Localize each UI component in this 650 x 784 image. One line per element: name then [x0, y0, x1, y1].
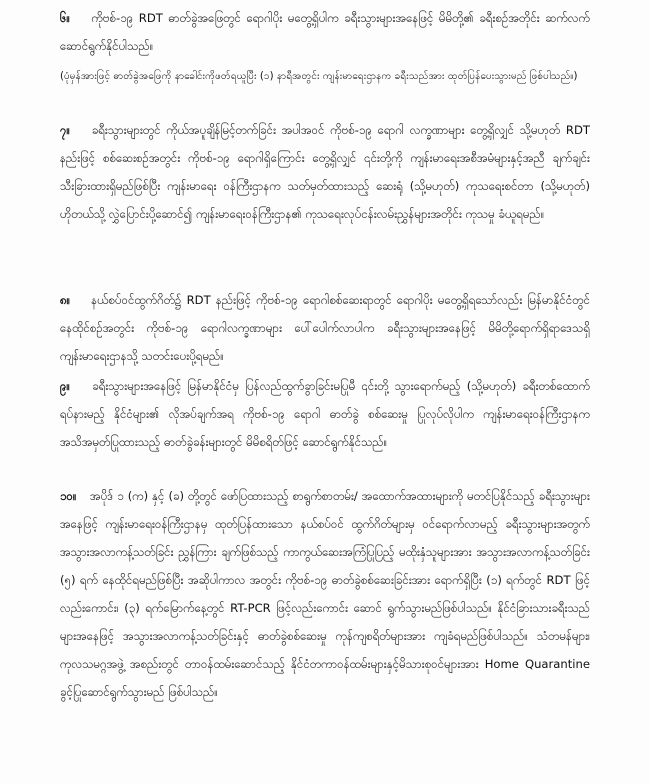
- paragraph-8: [60, 286, 590, 370]
- paragraph-number: ၆။: [60, 11, 71, 25]
- paragraph-10: [60, 482, 590, 706]
- paragraph-number: ၁၀။: [60, 489, 77, 503]
- paragraph-text: နယ်စပ်ဝင်ထွက်ဂိတ်၌ RDT နည်းဖြင့် ကိုဗစ်-၁၉ ရောဂါစစ်ဆေးရာတွင် ရောဂါပိုး မတွေ့ရှိရသော်လည်း မြန်မာနိုင်ငံတွင် နေထိုင်စဉ်အတွင်း ကိုဗစ်-၁၉ ရောဂါလက္ခဏာများ ပေါ်ပေါက်လာပါက ခရီးသွားများအနေဖြင့် မိမိတို့ရောက်ရှိရာဒေသရှိ ကျန်းမာရေးဌာနသို့ သတင်းပေးပို့ရမည်။: [60, 293, 591, 363]
- paragraph-number: ၉။: [60, 379, 71, 393]
- paragraph-text: ခရီးသွားများတွင် ကိုယ်အပူချိန်မြင့်တက်ခြင်း အပါအဝင် ကိုဗစ်-၁၉ ရောဂါ လက္ခဏာများ တွေ့ရှိလျှင် သို့မဟုတ် RDT နည်းဖြင့် စစ်ဆေးစဉ်အတွင်း ကိုဗစ်-၁၉ ရောဂါရှိကြောင်း တွေ့ရှိလျှင် ၎င်းတို့ကို ကျန်းမာရေးအစီအမံများနှင့်အညီ ချက်ချင်းသီးခြားထားရှိမည်ဖြစ်ပြီး ကျန်းမာရေး ဝန်ကြီးဌာနက သတ်မှတ်ထားသည့် ဆေးရုံ (သို့မဟုတ်) ကုသရေးစင်တာ (သို့မဟုတ်) ဟိုတယ်သို့ လွှဲပြောင်းပို့ဆောင်၍ ကျန်းမာရေးဝန်ကြီးဌာန၏ ကုသရေးလုပ်ငန်းလမ်းညွှန်များအတိုင်း ကုသမှု ခံယူရမည်။: [60, 123, 590, 221]
- note-text: (ပုံမှန်အားဖြင့် ဓာတ်ခွဲအဖြေကို နာခေါင်းကိုဖတ်ရယူပြီး (၁) နာရီအတွင်း ကျန်းမာရေးဌာနက ခရီးသည်အား ထုတ်ပြန်ပေးသွားမည် ဖြစ်ပါသည်။): [60, 71, 578, 82]
- note-paragraph: [60, 66, 590, 88]
- paragraph-number: ၇။: [60, 123, 71, 137]
- paragraph-text: ခရီးသွားများအနေဖြင့် မြန်မာနိုင်ငံမှ ပြန်လည်ထွက်ခွာခြင်းမပြုမီ ၎င်းတို့ သွားရောက်မည့် (သို့မဟုတ်) ခရီးတစ်ထောက်ရပ်နားမည့် နိုင်ငံများ၏ လိုအပ်ချက်အရ ကိုဗစ်-၁၉ ရောဂါ ဓာတ်ခွဲ စစ်ဆေးမှု ပြုလုပ်လိုပါက ကျန်းမာရေးဝန်ကြီးဌာနက အသိအမှတ်ပြုထားသည့် ဓာတ်ခွဲခန်းများတွင် မိမိစရိတ်ဖြင့် ဆောင်ရွက်နိုင်သည်။: [60, 379, 590, 449]
- paragraph-7: [60, 116, 590, 228]
- paragraph-text: အပိုဒ် ၁ (က) နှင့် (ခ) တို့တွင် ဖော်ပြထားသည့် စာရွက်စာတမ်း/ အထောက်အထားများကို မတင်ပြနိုင်သည့် ခရီးသွားများအနေဖြင့် ကျန်းမာရေးဝန်ကြီးဌာနမှ ထုတ်ပြန်ထားသော နယ်စပ်ဝင် ထွက်ဂိတ်များမှ ဝင်ရောက်လာမည့် ခရီးသွားများအတွက် အသွားအလာကန့်သတ်ခြင်း ညွှန်ကြား ချက်ဖြစ်သည့် ကာကွယ်ဆေးအကြံပြုပြည့် မထိုးနှံသူများအား အသွားအလာကန့်သတ်ခြင်း (၅) ရက် နေထိုင်ရမည်ဖြစ်ပြီး အဆိုပါကာလ အတွင်း ကိုဗစ်-၁၉ ဓာတ်ခွဲစစ်ဆေးခြင်းအား ရောက်ရှိပြီး (၁) ရက်တွင် RDT ဖြင့် လည်းကောင်း၊ (၃) ရက်မြောက်နေ့တွင် RT-PCR ဖြင့်လည်းကောင်း ဆောင် ရွက်သွားမည်ဖြစ်ပါသည်။ နိုင်ငံခြားသားခရီးသည်များအနေဖြင့် အသွားအလာကန့်သတ်ခြင်းနှင့် ဓာတ်ခွဲစစ်ဆေးမှု ကုန်ကျစရိတ်များအား ကျခံရမည်ဖြစ်ပါသည်။ သံတမန်များ၊ ကုလသမဂ္ဂအဖွဲ့ အစည်းတွင် တာဝန်ထမ်းဆောင်သည့် နိုင်ငံတကာဝန်ထမ်းများနှင့်မိသားစုဝင်များအား Home Quarantine ခွင့်ပြုဆောင်ရွက်သွားမည် ဖြစ်ပါသည်။: [60, 489, 591, 699]
- paragraph-9: [60, 372, 590, 456]
- paragraph-number: ၈။: [60, 293, 71, 307]
- paragraph-text: ကိုဗစ်-၁၉ RDT ဓာတ်ခွဲအဖြေတွင် ရောဂါပိုး မတွေ့ရှိပါက ခရီးသွားများအနေဖြင့် မိမိတို့၏ ခရီးစဉ်အတိုင်း ဆက်လက်ဆောင်ရွက်နိုင်ပါသည်။: [60, 11, 590, 53]
- paragraph-6: [60, 4, 590, 60]
